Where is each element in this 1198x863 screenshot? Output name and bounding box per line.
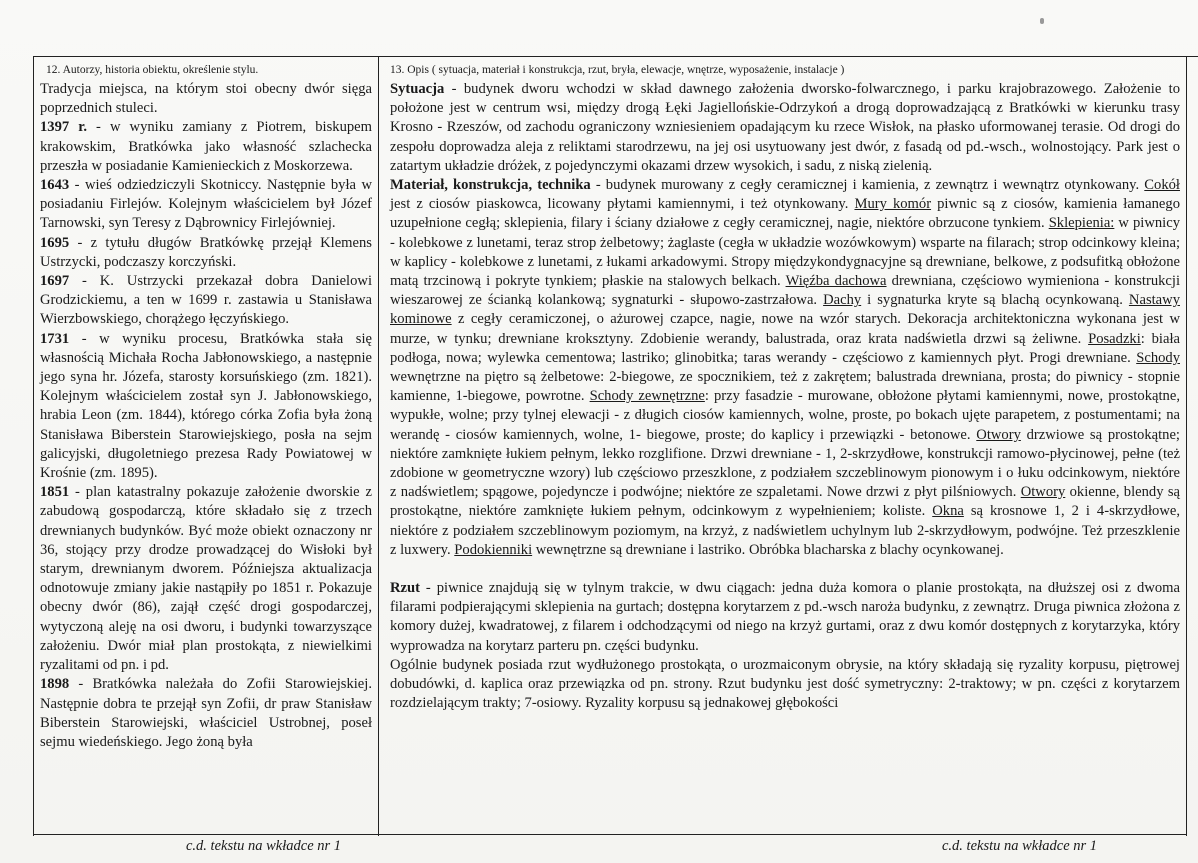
history-column	[40, 62, 372, 752]
entry-text: - z tytułu długów Bratkówkę przejął Klemens Ustrzycki, podczaszy korczyński.	[40, 234, 372, 270]
section-label: Sytuacja	[390, 81, 445, 97]
term-otwory-drzwiowe: Otwory	[976, 426, 1021, 443]
entry-date: 1851	[40, 484, 70, 501]
section-text: drzwiowe są prostokątne; niektóre zamknięte łukiem pełnym, lekko rozglifione. Drzwi drewniane - 1, 2-skrzydłowe, konstrukcji ramowo-płycinowej, pełne (też zdobione w geometryczne wzory) lub częściowo przeszklone, z podziałem szczeblinowym pionowym i o łuku odcinkowym, niektóre z nadświetlem; spągowe, pojedyncze i podwójne; niektóre ze szpaletami. Nowe drzwi z płyt pilśniowych.	[390, 426, 1180, 501]
section-material	[390, 176, 1180, 560]
term-okna: Okna	[932, 503, 964, 520]
section-text: jest z ciosów piaskowca, licowany płytami kamiennymi, i też otynkowany.	[390, 196, 855, 213]
entry-date: 1695	[40, 234, 70, 251]
section-text: okienne, blendy są prostokątne, niektóre zamknięte łukiem pełnym, odcinkowym z wypełnieniem; koliste.	[390, 484, 1180, 520]
section-sytuacja	[390, 80, 1180, 176]
right-footer-note: c.d. tekstu na wkładce nr 1	[942, 838, 1098, 854]
table-right-border	[1186, 56, 1187, 836]
entry-date: 1643	[40, 177, 70, 194]
left-footer-note: c.d. tekstu na wkładce nr 1	[186, 838, 342, 854]
term-wiezba: Więźba dachowa	[785, 273, 887, 290]
section-text: wewnętrzne na piętro są żelbetowe: 2-biegowe, ze spocznikiem, też z zakrętem; balustrada drewniana, prosta; do piwnicy - stopnie kamienne, 1-biegowe, powrotne.	[390, 369, 1180, 405]
section-label: Materiał, konstrukcja, technika	[390, 177, 591, 194]
history-entry-1851	[40, 483, 372, 675]
history-entry-1695	[40, 234, 372, 272]
entry-date: 1731	[40, 330, 70, 347]
history-entry-1397	[40, 118, 372, 176]
section-text: piwnic są z ciosów, kamienia łamanego uzupełnione cegłą; sklepienia, filary i ściany działowe z cegły ceramicznej, nagie, niektóre obrzucone tynkiem.	[390, 196, 1180, 232]
history-entry-1643	[40, 176, 372, 234]
section-text: w piwnicy - kolebkowe z lunetami, teraz strop żelbetowy; żaglaste (cegła w układzie wozówkowym) wsparte na filarach; strop odcinkowy kleina; w kaplicy - kolebkowe z lunetami, z łukami arkadowymi. Stropy międzykondygnacyjne są drewniane, belkowe, z podsufitką obłożone matą trzcinową i pokryte tynkiem; płaskie na stalowych belkach.	[390, 215, 1180, 290]
table-bottom-border	[33, 834, 1186, 835]
intro-paragraph: Tradycja miejsca, na którym stoi obecny dwór sięga poprzednich stuleci.	[40, 81, 372, 117]
paragraph-gap	[390, 560, 1180, 579]
table-left-border	[33, 56, 34, 836]
term-otwory-okienne: Otwory	[1020, 484, 1066, 501]
section-text: i sygnaturka kryte są blachą ocynkowaną.	[861, 292, 1129, 309]
term-posadzki: Posadzki	[1088, 330, 1141, 347]
history-header: 12. Autorzy, historia obiektu, określenie stylu.	[46, 64, 259, 76]
history-entry-1697	[40, 272, 372, 330]
term-dachy: Dachy	[823, 292, 862, 309]
term-nastawy: Nastawy kominowe	[390, 292, 1180, 328]
term-mury-komor: Mury komór	[854, 196, 932, 213]
entry-text: - wieś odziedziczyli Skotniccy. Następnie była w posiadaniu Firlejów. Kolejnym właścicielem był Józef Tarnowski, syn Teresy z Dąbrownicy Firlejówniej.	[40, 177, 372, 232]
term-podokienniki: Podokienniki	[454, 541, 533, 558]
section-text: - budynek murowany z cegły ceramicznej i kamienia, z zewnątrz i wewnątrz otynkowany.	[590, 177, 1145, 194]
description-header: 13. Opis ( sytuacja, materiał i konstrukcja, rzut, bryła, elewacje, wnętrze, wyposażenie, instalacje )	[390, 64, 845, 76]
entry-date: 1898	[40, 676, 70, 693]
term-sklepienia: Sklepienia:	[1048, 215, 1115, 232]
section-text: : biała podłoga, nowa; wylewka cementowa; lastriko; glinobitka; taras werandy - częściowo z kamiennych płyt. Progi drewniane.	[390, 330, 1180, 366]
history-entry-1898	[40, 675, 372, 752]
section-text: drewniana, częściowo wymieniona - konstrukcji wieszarowej ze ścianką kolankową; sygnaturki - słupowo-zastrzałowa.	[390, 273, 1181, 309]
section-text: - piwnice znajdują się w tylnym trakcie, w dwu ciągach: jedna duża komora o planie prostokąta, na dłuższej osi z dwoma filarami podpierającymi sklepienia na gurtach; dostępna korytarzem z pd.-wsch naroża budynku, z zewnątrz. Druga piwnica złożona z komory dużej, kwadratowej, z filarem i odchodzącymi od niego na krzyż gurtami, oraz z dwu komór dostępnych z korytarzyka, który wyprowadza na korytarz parteru pn. części budynku.	[390, 580, 1180, 654]
section-text: są krosnowe 1, 2 i 4-skrzydłowe, niektóre z podziałem szczeblinowym poziomym, na krzyż, z nadświetlem uchylnym lub 2-skrzydłowym, podwójne. Też przeszklenie z luxwery.	[390, 503, 1180, 558]
term-schody-zewnetrzne: Schody zewnętrzne	[589, 388, 705, 405]
section-text: z cegły ceramiczonej, o ażurowej czapce, nagie, nowe na wzór starych. Dekoracja architektoniczna wykonana jest w murze, w tynku; drewniane kroksztyny. Zdobienie werandy, balustrada, oraz krata nadświetla drzwi są żeliwne.	[390, 311, 1180, 347]
section-text: : przy fasadzie - murowane, obłożone płytami kamiennymi, nowe, prostokątne, wypukłe, wolne; przy tylnej elewacji - z długich ciosów kamiennych, wolne, proste, po bokach ujęte parapetem, z postumentami; na werandę - ciosów kamiennych, wolne, 1- biegowe, proste; do kaplicy i przewiązki - betonowe.	[390, 388, 1180, 443]
section-ogolnie: Ogólnie budynek posiada rzut wydłużonego prostokąta, o urozmaiconym obrysie, na który składają się ryzality korpusu, piętrowej dobudówki, d. kaplica oraz przewiązka od pn. strony. Rzut budynku jest dość symetryczny: 2-traktowy; w pn. części z korytarzem rozdzielającym trakty; 7-osiowy. Ryzality korpusu są jednakowej głębokości	[390, 656, 1180, 712]
history-entry-1731	[40, 330, 372, 484]
table-top-border	[33, 56, 1198, 57]
description-column	[390, 62, 1180, 714]
term-schody: Schody	[1136, 349, 1180, 366]
entry-text: - Bratkówka należała do Zofii Starowiejskiej. Następnie dobra te przejął syn Zofii, dr praw Stanisław Biberstein Starowiejski, właściciel Ustrobnej, poseł sejmu wiedeńskiego. Jego żoną była	[40, 676, 372, 750]
section-rzut	[390, 579, 1180, 656]
section-text: - budynek dworu wchodzi w skład dawnego założenia dworsko-folwarcznego, i parku krajobrazowego. Założenie to położone jest w centrum wsi, między drogą Łęki Jagiellońskie-Odrzykoń a drogą doprowadzającą z Bratkówki w kierunku trasy Krosno - Rzeszów, od zachodu ograniczony wzniesieniem opadającym ku rzece Wisłok, na płasko uformowanej terasie. Od drogi do zespołu doprowadza aleja z reliktami starodrzewu, na jej osi usytuowany jest dwór, z fasadą od pd.-wsch., wolnostojący. Park jest o zatartym układzie dróżek, z pojedynczymi okazami drzew wysokich, i sadu, z niską zielenią.	[390, 81, 1180, 174]
entry-text: - w wyniku zamiany z Piotrem, biskupem krakowskim, Bratkówka jako własność szlachecka przeszła w posiadanie Kamienieckich z Moskorzewa.	[40, 119, 372, 174]
column-divider	[378, 56, 379, 836]
section-label: Rzut	[390, 580, 420, 597]
entry-date: 1397 r.	[40, 119, 88, 136]
section-text: wewnętrzne są drewniane i lastriko. Obróbka blacharska z blachy ocynkowanej.	[532, 541, 1004, 558]
scan-speck	[1040, 18, 1044, 24]
entry-text: - K. Ustrzycki przekazał dobra Danielowi Grodzickiemu, a ten w 1699 r. zastawia u Stanisława Wierzbowskiego, chorążego łęczyńskiego.	[40, 273, 372, 328]
entry-text: - w wyniku procesu, Bratkówka stała się własnością Michała Rocha Jabłonowskiego, a następnie jego syna hr. Józefa, starosty korsuńskiego (zm. 1821). Kolejnym właścicielem został syn J. Jabłonowskiego, hrabia Leon (zm. 1844), którego córka Zofia była żoną Stanisława Biberstein Starowiejskiego, posła na sejm galicyjski, długoletniego prezesa Rady Powiatowej w Krośnie (zm. 1895).	[40, 330, 372, 482]
entry-text: - plan katastralny pokazuje założenie dworskie z zabudową gospodarczą, które składało się z trzech drewnianych budynków. Być może obiekt oznaczony nr 36, stojący przy drodze prowadzącej do Wisłoki był starym, drewnianym dworem. Późniejsza aktualizacja odnotowuje zmiany jakie nastąpiły po 1851 r. Pokazuje obecny dwór (86), zajął część drogi gospodarczej, wytyczoną aleję na osi dworu, i budynki towarzyszące założeniu. Dwór miał plan prostokąta, z niewielkimi ryzalitami od pn. i pd.	[40, 484, 372, 674]
term-cokol: Cokół	[1144, 177, 1180, 194]
entry-date: 1697	[40, 273, 70, 290]
